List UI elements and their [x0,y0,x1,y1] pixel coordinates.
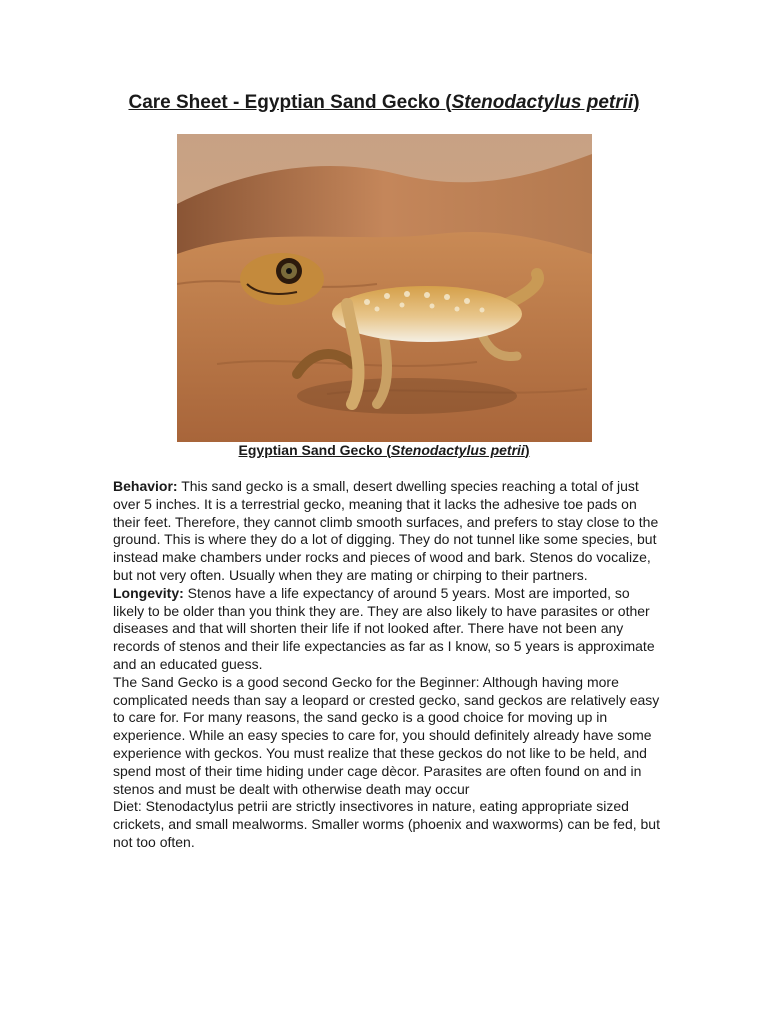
title-prefix: Care Sheet - Egyptian Sand Gecko ( [128,92,452,113]
diet-paragraph: Diet: Stenodactylus petrii are strictly insectivores in nature, eating appropriate sized crickets, and small mealworms. Smaller worms (phoenix and waxworms) can be fed, but not too often. [113,798,660,850]
gecko-photo-illustration [177,134,592,442]
behavior-text: This sand gecko is a small, desert dwelling species reaching a total of just over 5 inches. It is a terrestrial gecko, meaning that it lacks the adhesive toe pads on their feet. Therefore, they cannot climb smooth surfaces, and prefers to stay close to the ground. This is where they do a lot of digging. They do not tunnel like some species, but instead make chambers under rocks and pieces of wood and bark. Stenos do vocalize, but not very often. Usually when they are mating or chirping to their partners. [113,478,659,583]
caption-prefix: Egyptian Sand Gecko ( [238,442,391,458]
caption-species: Stenodactylus petrii [391,442,525,458]
caption-suffix: ) [524,442,530,458]
photo-caption [0,442,768,458]
behavior-paragraph [113,478,661,585]
title-species: Stenodactylus petrii [451,92,634,113]
care-sheet-body [113,478,661,852]
title-suffix: ) [633,92,640,113]
behavior-label: Behavior: [113,478,178,494]
longevity-text: Stenos have a life expectancy of around 5 years. Most are imported, so likely to be older than you think they are. They are also likely to have parasites or other diseases and that will shorten their life if not looked after. There have not been any records of stenos and their life expectancies as far as I know, so 5 years is approximate and an educated guess. [113,584,655,672]
page-title [0,92,768,114]
gecko-photo [177,134,592,442]
beginner-paragraph: The Sand Gecko is a good second Gecko for the Beginner: Although having more complicated needs than say a leopard or crested gecko, sand geckos are relatively easy to care for. For many reasons, the sand gecko is a good choice for moving up in experience. While an easy species to care for, you should definitely already have some experience with geckos. You must realize that these geckos do not like to be held, and spend most of their time hiding under cage dècor. Parasites are often found on and in stenos and must be dealt with otherwise death may occur [113,673,660,797]
longevity-label: Longevity: [113,584,184,601]
longevity-paragraph [113,585,661,674]
